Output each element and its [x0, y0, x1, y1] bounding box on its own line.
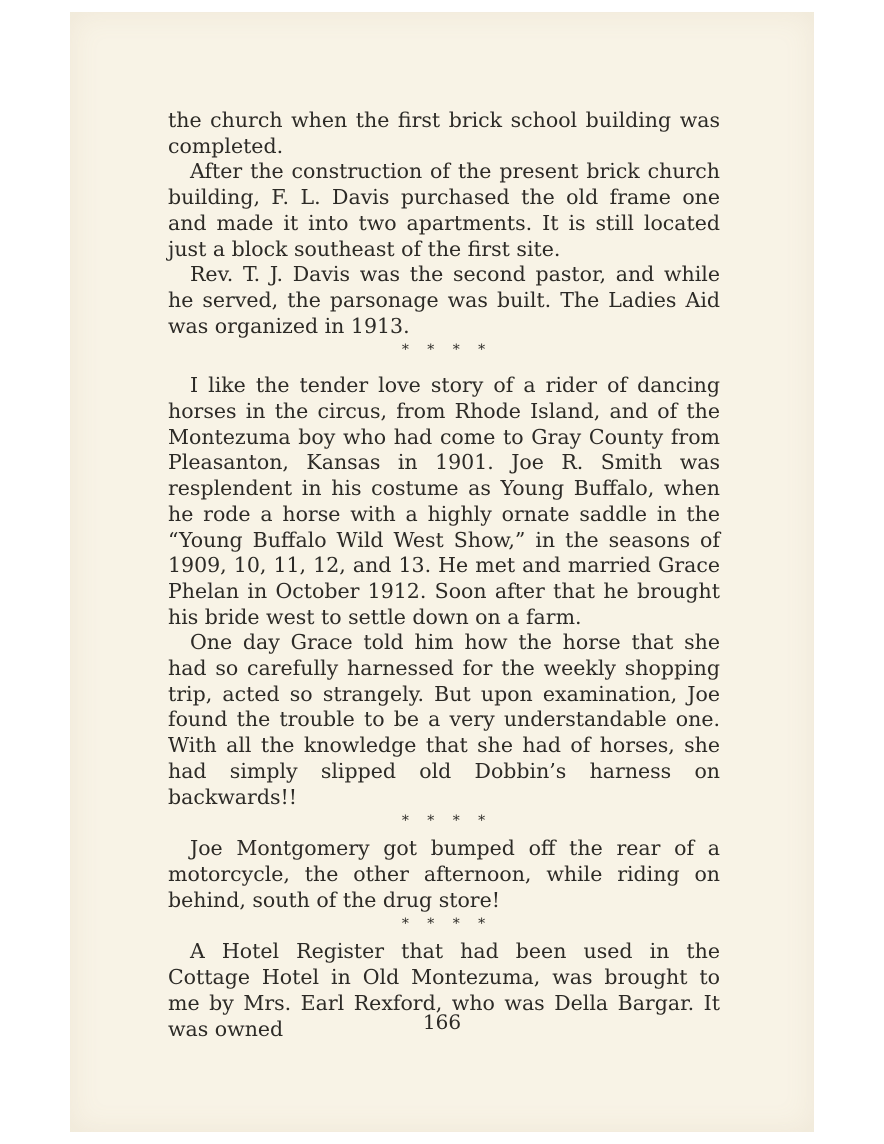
paragraph: Rev. T. J. Davis was the second pastor, and while he served, the parsonage was built. The Ladies Aid was organized in 1913. [168, 262, 720, 338]
section-separator: * * * * [401, 342, 493, 359]
paragraph: After the construction of the present brick church building, F. L. Davis purchased the old frame one and made it into two apartments. It is still located just a block southeast of the first site. [168, 159, 720, 261]
paragraph: the church when the first brick school building was completed. [168, 108, 720, 158]
page-body [168, 108, 720, 1042]
paragraph: I like the tender love story of a rider of dancing horses in the circus, from Rhode Island, and of the Montezuma boy who had come to Gray County from Pleasanton, Kansas in 1901. Joe R. Smith was resplendent in his costume as Young Buffalo, when he rode a horse with a highly ornate saddle in the “Young Buffalo Wild West Show,” in the seasons of 1909, 10, 11, 12, and 13. He met and married Grace Phelan in October 1912. Soon after that he brought his bride west to settle down on a farm. [168, 373, 720, 629]
paragraph: One day Grace told him how the horse that she had so carefully harnessed for the weekly shopping trip, acted so strangely. But upon examination, Joe found the trouble to be a very understandable one. With all the knowledge that she had of horses, she had simply slipped old Dobbin’s harness on backwards!! [168, 630, 720, 809]
section-separator: * * * * [401, 813, 493, 830]
paragraph: Joe Montgomery got bumped off the rear of a motorcycle, the other afternoon, while riding on behind, south of the drug store! [168, 836, 720, 912]
section-separator: * * * * [401, 916, 493, 933]
paragraph: A Hotel Register that had been used in the Cottage Hotel in Old Montezuma, was brought to me by Mrs. Earl Rexford, who was Della Bargar. It was owned [168, 939, 720, 1041]
page-number: 166 [422, 1010, 462, 1034]
